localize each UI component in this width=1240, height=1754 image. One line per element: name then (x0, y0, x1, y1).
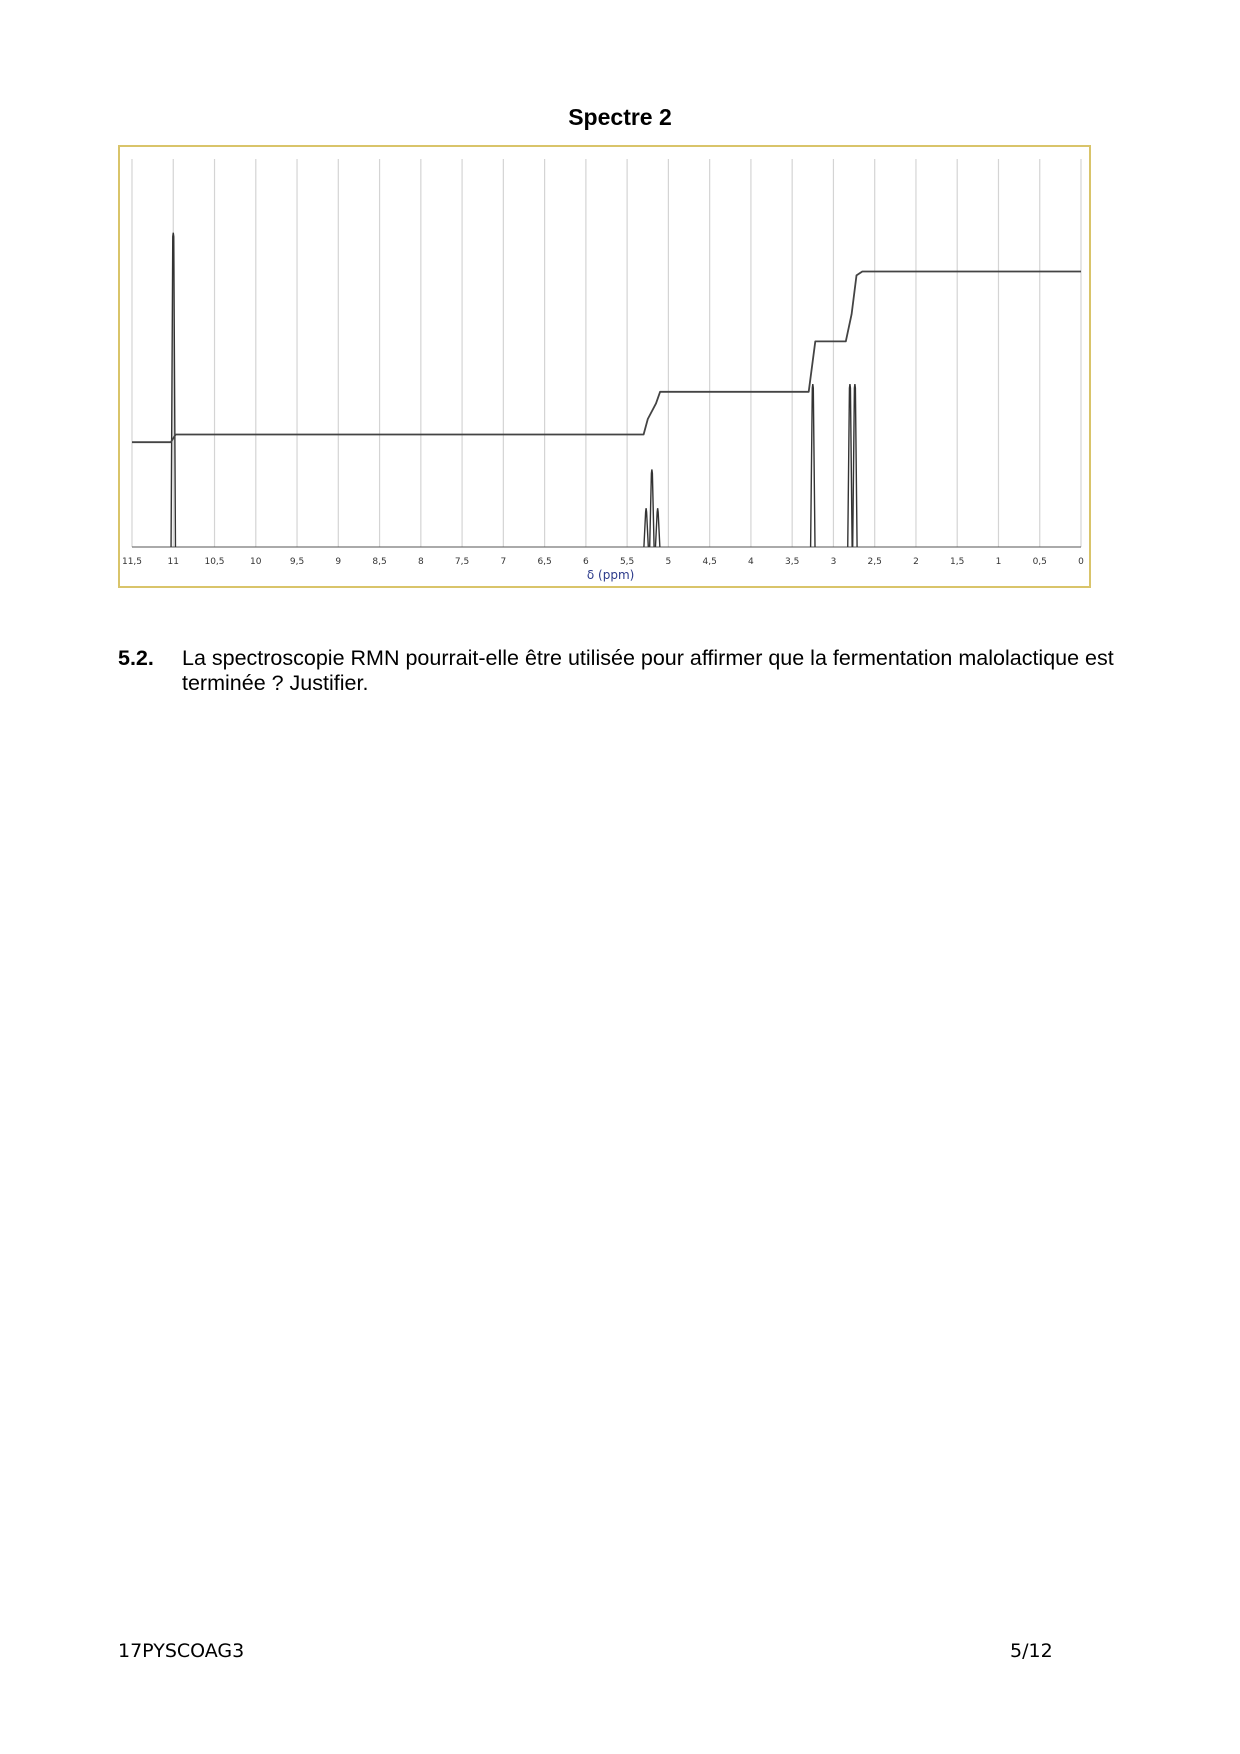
nmr-peak (655, 508, 659, 547)
x-tick-label: 1 (995, 557, 1002, 567)
x-tick-label: 5,5 (619, 557, 635, 567)
x-tick-label: 0 (1078, 557, 1084, 567)
x-tick-label: 11,5 (121, 557, 143, 567)
x-tick-label: 10 (250, 557, 262, 567)
grid-lines (132, 159, 1081, 547)
x-tick-label: 11 (167, 557, 179, 567)
nmr-peak (811, 384, 815, 547)
x-tick-label: 4,5 (702, 557, 717, 567)
integration-curve (132, 272, 1081, 443)
nmr-spectrum-chart (118, 145, 1091, 588)
x-tick-label: 8,5 (372, 557, 387, 567)
nmr-peak (853, 384, 857, 547)
x-tick-label: 9 (335, 557, 342, 567)
x-tick-label: 7 (500, 557, 507, 567)
nmr-peak (644, 508, 648, 547)
x-tick-label: 6 (583, 557, 589, 567)
x-tick-label: 3 (830, 557, 837, 567)
x-tick-label: 9,5 (289, 557, 305, 567)
x-tick-labels (122, 557, 1084, 567)
footer-page-number: 5/12 (1010, 1640, 1053, 1662)
question-5-2 (118, 646, 1148, 696)
nmr-peak (650, 469, 654, 547)
x-tick-label: 2,5 (867, 557, 882, 567)
question-number: 5.2. (118, 646, 154, 670)
x-tick-label: 8 (417, 557, 424, 567)
question-text: La spectroscopie RMN pourrait-elle être utilisée pour affirmer que la fermentation malolactique est terminée ? Justifier. (182, 646, 1114, 695)
x-tick-label: 5 (665, 557, 672, 567)
x-tick-label: 10,5 (204, 557, 225, 567)
spectrum-title: Spectre 2 (568, 104, 672, 130)
integration-line (132, 272, 1081, 443)
x-tick-label: 3,5 (785, 557, 800, 567)
x-tick-label: 4 (748, 557, 754, 567)
x-tick-label: 2 (913, 557, 919, 567)
x-tick-label: 0,5 (1032, 557, 1047, 567)
x-tick-label: 6,5 (537, 557, 552, 567)
nmr-spectrum-svg (120, 147, 1089, 586)
x-tick-label: 7,5 (454, 557, 470, 567)
x-tick-label: 1,5 (950, 557, 965, 567)
x-axis-label: δ (ppm) (586, 568, 635, 582)
peaks (171, 233, 857, 547)
footer-exam-code: 17PYSCOAG3 (118, 1640, 245, 1662)
nmr-peak (848, 384, 852, 547)
